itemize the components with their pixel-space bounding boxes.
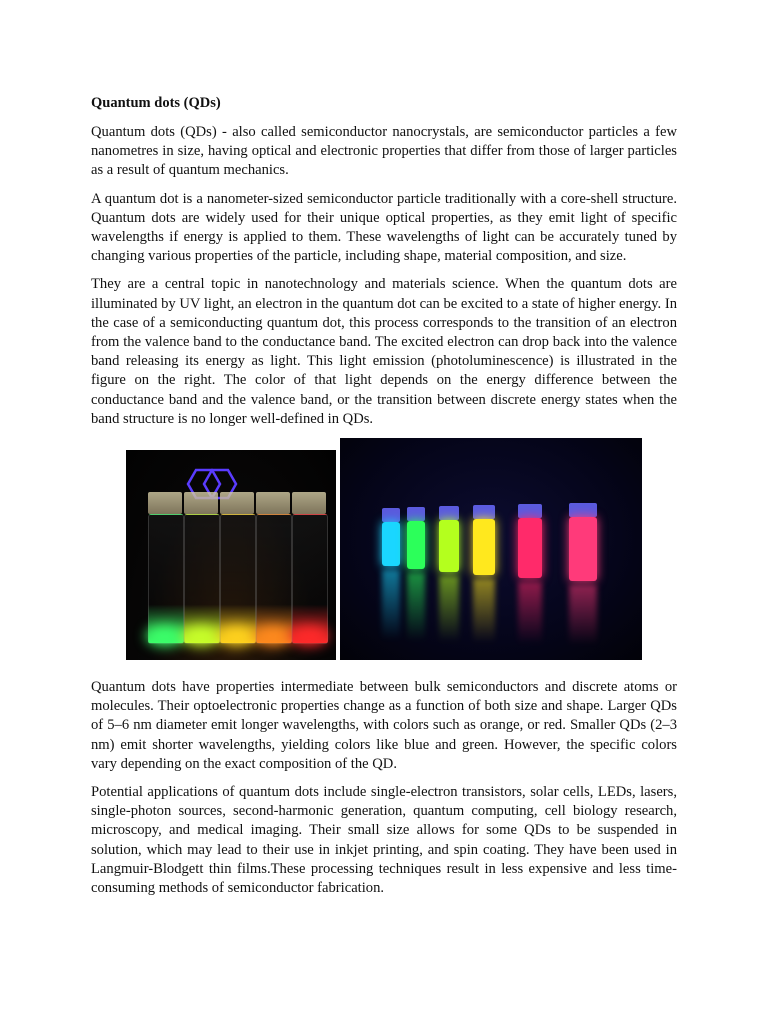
- vial-reflection: [569, 585, 597, 645]
- paragraph-size-dependence: Quantum dots have properties intermediate between bulk semiconductors and discrete atoms or molecules. Their optoelectronic properties change as a function of both size and shape. Larger QDs of 5–6 nm diameter emit longer wavelengths, with colors such as orange, or red. Smaller QDs (2–3 nm) emit shorter wavelengths, yielding colors like blue and green. However, the specific colors vary depending on the exact composition of the QD.: [91, 679, 677, 772]
- vial-cap: [407, 507, 425, 521]
- vial: [439, 520, 459, 572]
- document-page: [91, 94, 677, 907]
- vial-cap: [473, 505, 495, 519]
- vial: [256, 514, 292, 644]
- fluorescence-glow: [182, 626, 220, 646]
- vial-cap: [439, 506, 459, 520]
- paragraph-applications: Potential applications of quantum dots include single-electron transistors, solar cells, LEDs, lasers, single-photon sources, second-harmonic generation, quantum computing, cell biology research, microscopy, and medical imaging. Their small size allows for some QDs to be suspended in solution, which may lead to their use in inkjet printing, and spin coating. They have been used in Langmuir-Blodgett thin films.These processing techniques result in less expensive and less time-consuming methods of semiconductor fabrication.: [91, 784, 677, 897]
- fluorescence-glow: [290, 626, 328, 646]
- vial-cap: [220, 492, 254, 514]
- vial-cap: [382, 508, 400, 522]
- vial-reflection: [382, 570, 400, 640]
- vial: [569, 517, 597, 581]
- vial: [407, 521, 425, 569]
- vial-cap: [292, 492, 326, 514]
- vial-cap: [518, 504, 542, 518]
- vial: [473, 519, 495, 575]
- vial-reflection: [473, 579, 495, 643]
- vial: [292, 514, 328, 644]
- vial: [518, 518, 542, 578]
- photo-vials-row: [340, 438, 642, 660]
- vial-cap: [148, 492, 182, 514]
- quantum-dot-figure: [91, 438, 677, 668]
- vial-reflection: [407, 573, 425, 641]
- vial-reflection: [518, 582, 542, 644]
- vial-reflection: [439, 576, 459, 642]
- fluorescence-glow: [254, 626, 292, 646]
- fluorescence-glow: [146, 626, 184, 646]
- paragraph-core-shell: A quantum dot is a nanometer-sized semiconductor particle traditionally with a core-shell structure. Quantum dots are widely used for their unique optical properties, as they emit light of specific wavelengths if energy is applied to them. These wavelengths of light can be accurately tuned by changing various properties of the particle, including shape, material composition, and size.: [91, 190, 677, 265]
- vial: [220, 514, 256, 644]
- document-title: Quantum dots (QDs): [91, 95, 221, 111]
- vial: [382, 522, 400, 566]
- fluorescence-glow: [218, 626, 256, 646]
- paragraph-intro: Quantum dots (QDs) - also called semiconductor nanocrystals, are semiconductor particles a few nanometres in size, having optical and electronic properties that differ from those of larger particles as a result of quantum mechanics.: [91, 124, 677, 179]
- vial-cap: [256, 492, 290, 514]
- photo-vials-side-view: [126, 450, 336, 660]
- vial: [184, 514, 220, 644]
- vial-cap: [184, 492, 218, 514]
- vial-cap: [569, 503, 597, 517]
- vial: [148, 514, 184, 644]
- paragraph-photoluminescence: They are a central topic in nanotechnology and materials science. When the quantum dots are illuminated by UV light, an electron in the quantum dot can be excited to a state of higher energy. In the case of a semiconducting quantum dot, this process corresponds to the transition of an electron from the valence band to the conductance band. The excited electron can drop back into the valence band releasing its energy as light. This light emission (photoluminescence) is illustrated in the figure on the right. The color of that light depends on the energy difference between the conductance band and the valence band, or the transition between discrete energy states when the band structure is no longer well-defined in QDs.: [91, 276, 677, 427]
